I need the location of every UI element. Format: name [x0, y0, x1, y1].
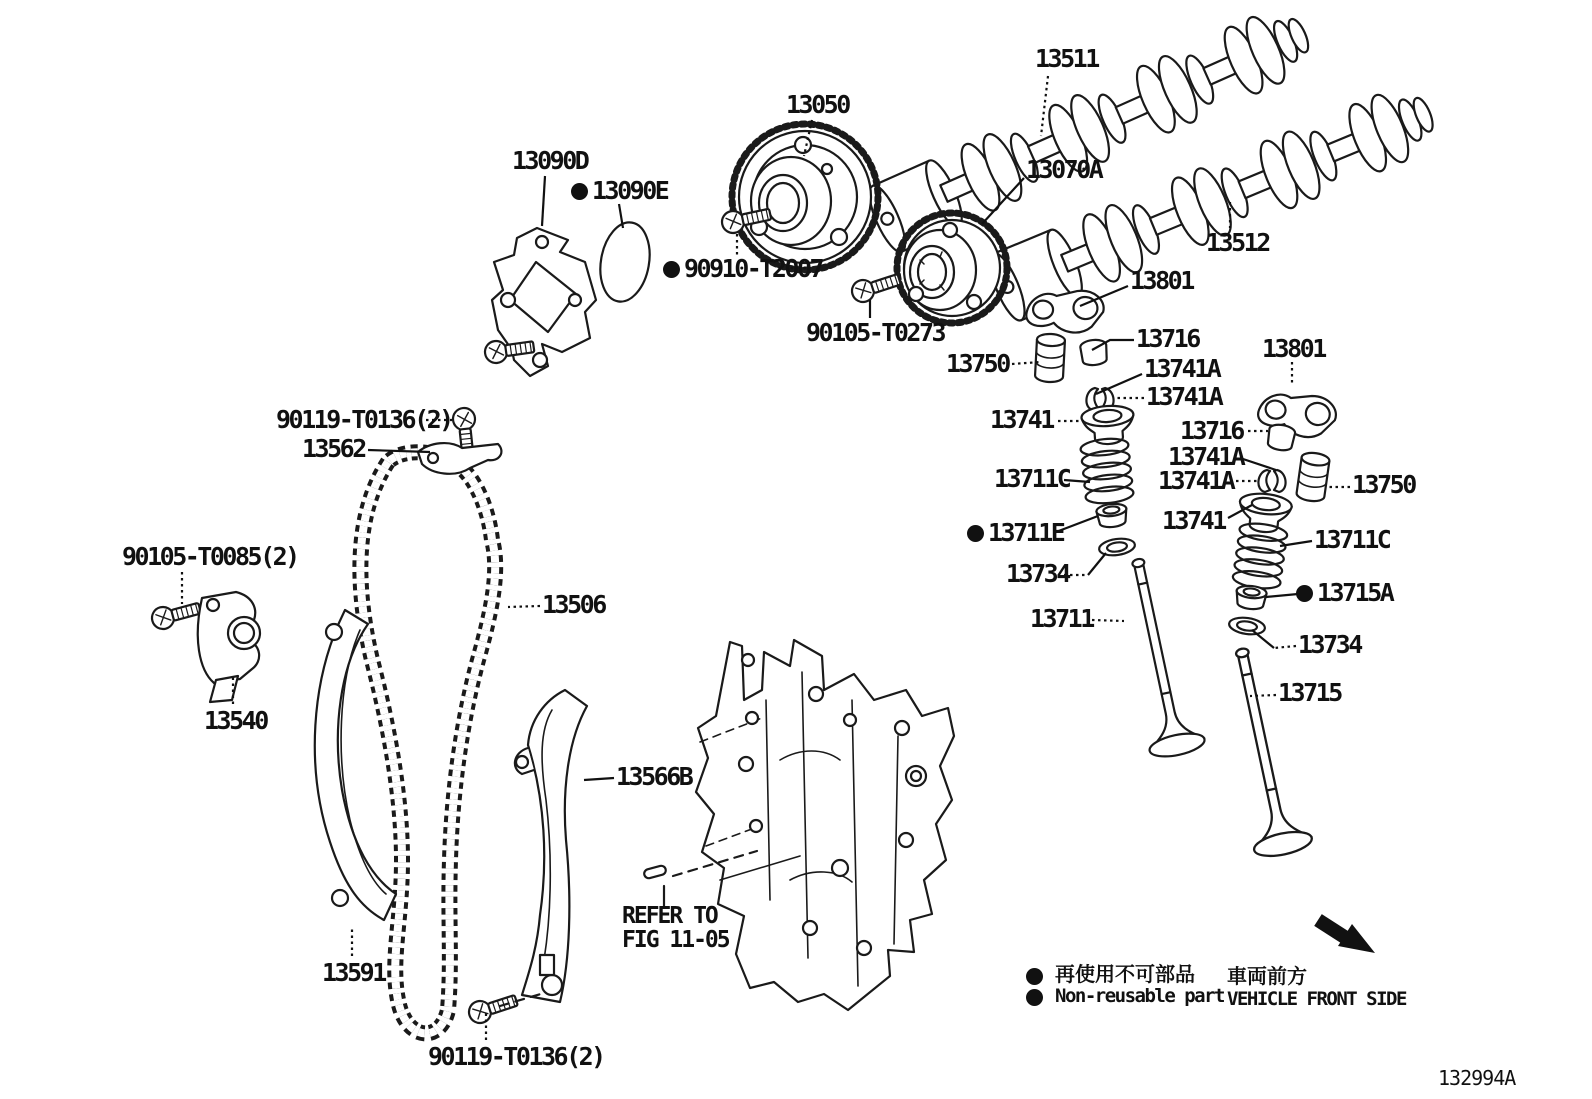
front-side-jp: 車両前方: [1227, 964, 1307, 988]
part-label-13511: 13511: [1035, 44, 1098, 73]
part-label-13734: 13734: [1298, 630, 1361, 659]
part-label-13715a: 13715A: [1317, 580, 1392, 606]
non-reusable-dot-icon: [1296, 585, 1313, 602]
chain-tensioner-drawing: [198, 592, 260, 702]
bolt-drawing: [849, 269, 902, 305]
valve-lash-adjuster-drawing: [1296, 451, 1330, 502]
part-label-13741: 13741: [990, 405, 1053, 434]
part-label-90910-t2007: 90910-T2007: [684, 256, 822, 282]
legend-jp-text: 再使用不可部品: [1055, 962, 1195, 986]
part-label-13741a: 13741A: [1144, 354, 1220, 383]
non-reusable-dot-icon: [1026, 968, 1043, 985]
part-label-13711c: 13711C: [1314, 525, 1390, 554]
part-label-13741a: 13741A: [1146, 382, 1222, 411]
chain-tensioner-slipper-drawing: [515, 690, 587, 1002]
part-label-13711e: 13711E: [988, 520, 1063, 546]
part-label-13716: 13716: [1136, 324, 1199, 353]
part-label-13741a: 13741A: [1168, 442, 1244, 471]
legend-non-reusable-jp: [1026, 958, 1195, 987]
part-label-90105-t0085(2): 90105-T0085(2): [122, 542, 298, 571]
part-label-13801: 13801: [1262, 334, 1325, 363]
part-label-13562: 13562: [302, 434, 365, 463]
timing-chain-drawing: [360, 452, 495, 1033]
camshaft-timing-gear-drawing: [732, 124, 878, 270]
vehicle-front-arrow-icon: [1318, 920, 1375, 953]
part-label-13050: 13050: [786, 90, 849, 119]
diagram-code: 132994A: [1438, 1066, 1516, 1090]
chain-damper-drawing: [418, 443, 501, 474]
legend-non-reusable-en: [1026, 985, 1224, 1007]
part-label-90119-t0136(2): 90119-T0136(2): [276, 405, 452, 434]
spring-seat-drawing: [1235, 584, 1267, 610]
bolt-drawing: [150, 598, 203, 632]
chain-guide-drawing: [315, 610, 396, 920]
front-side-en: VEHICLE FRONT SIDE: [1227, 988, 1406, 1010]
part-label-13711: 13711: [1030, 604, 1093, 633]
part-label-13741: 13741: [1162, 506, 1225, 535]
part-label-13711c: 13711C: [994, 464, 1070, 493]
part-label-13506: 13506: [542, 590, 605, 619]
engine-block-drawing: [696, 640, 954, 1010]
non-reusable-dot-icon: [1026, 989, 1043, 1006]
o-ring-drawing: [594, 218, 655, 305]
refer-note-line2: FIG 11-05: [622, 927, 729, 953]
part-label-13715: 13715: [1278, 678, 1341, 707]
valve-spring-drawing: [1080, 437, 1134, 506]
part-label-13750: 13750: [946, 349, 1009, 378]
part-label-13801: 13801: [1130, 266, 1193, 295]
non-reusable-dot-icon: [571, 183, 588, 200]
part-label-13741a: 13741A: [1158, 466, 1234, 495]
part-label-13540: 13540: [204, 706, 267, 735]
valve-lock-drawing: [1258, 470, 1285, 492]
part-label-13090d: 13090D: [512, 146, 588, 175]
part-label-13090e: 13090E: [592, 178, 667, 204]
non-reusable-dot-icon: [663, 261, 680, 278]
bolt-drawing: [466, 990, 519, 1026]
spring-retainer-drawing: [1237, 491, 1293, 534]
part-label-13750: 13750: [1352, 470, 1415, 499]
intake-valve-drawing: [1110, 553, 1206, 760]
exhaust-valve-drawing: [1213, 643, 1314, 861]
camshaft-timing-gear-assy-drawing: [897, 213, 1007, 323]
valve-stem-seal-drawing: [1098, 537, 1136, 558]
part-label-13512: 13512: [1206, 228, 1269, 257]
valve-stem-cap-drawing: [1266, 423, 1296, 452]
part-label-13716: 13716: [1180, 416, 1243, 445]
valve-lash-adjuster-drawing: [1035, 333, 1065, 382]
refer-note-line1: REFER TO: [622, 903, 717, 929]
part-label-13070a: 13070A: [1026, 155, 1102, 184]
part-label-13591: 13591: [322, 958, 385, 987]
valve-stem-seal-drawing: [1228, 616, 1266, 637]
part-label-90105-t0273: 90105-T0273: [806, 318, 945, 347]
part-label-13566b: 13566B: [616, 762, 692, 791]
part-label-90119-t0136(2): 90119-T0136(2): [428, 1042, 604, 1071]
legend-en-text: Non-reusable part: [1055, 985, 1224, 1007]
part-label-13734: 13734: [1006, 559, 1069, 588]
valve-stem-cap-drawing: [1080, 339, 1108, 367]
spring-seat-drawing: [1096, 502, 1128, 528]
non-reusable-dot-icon: [967, 525, 984, 542]
